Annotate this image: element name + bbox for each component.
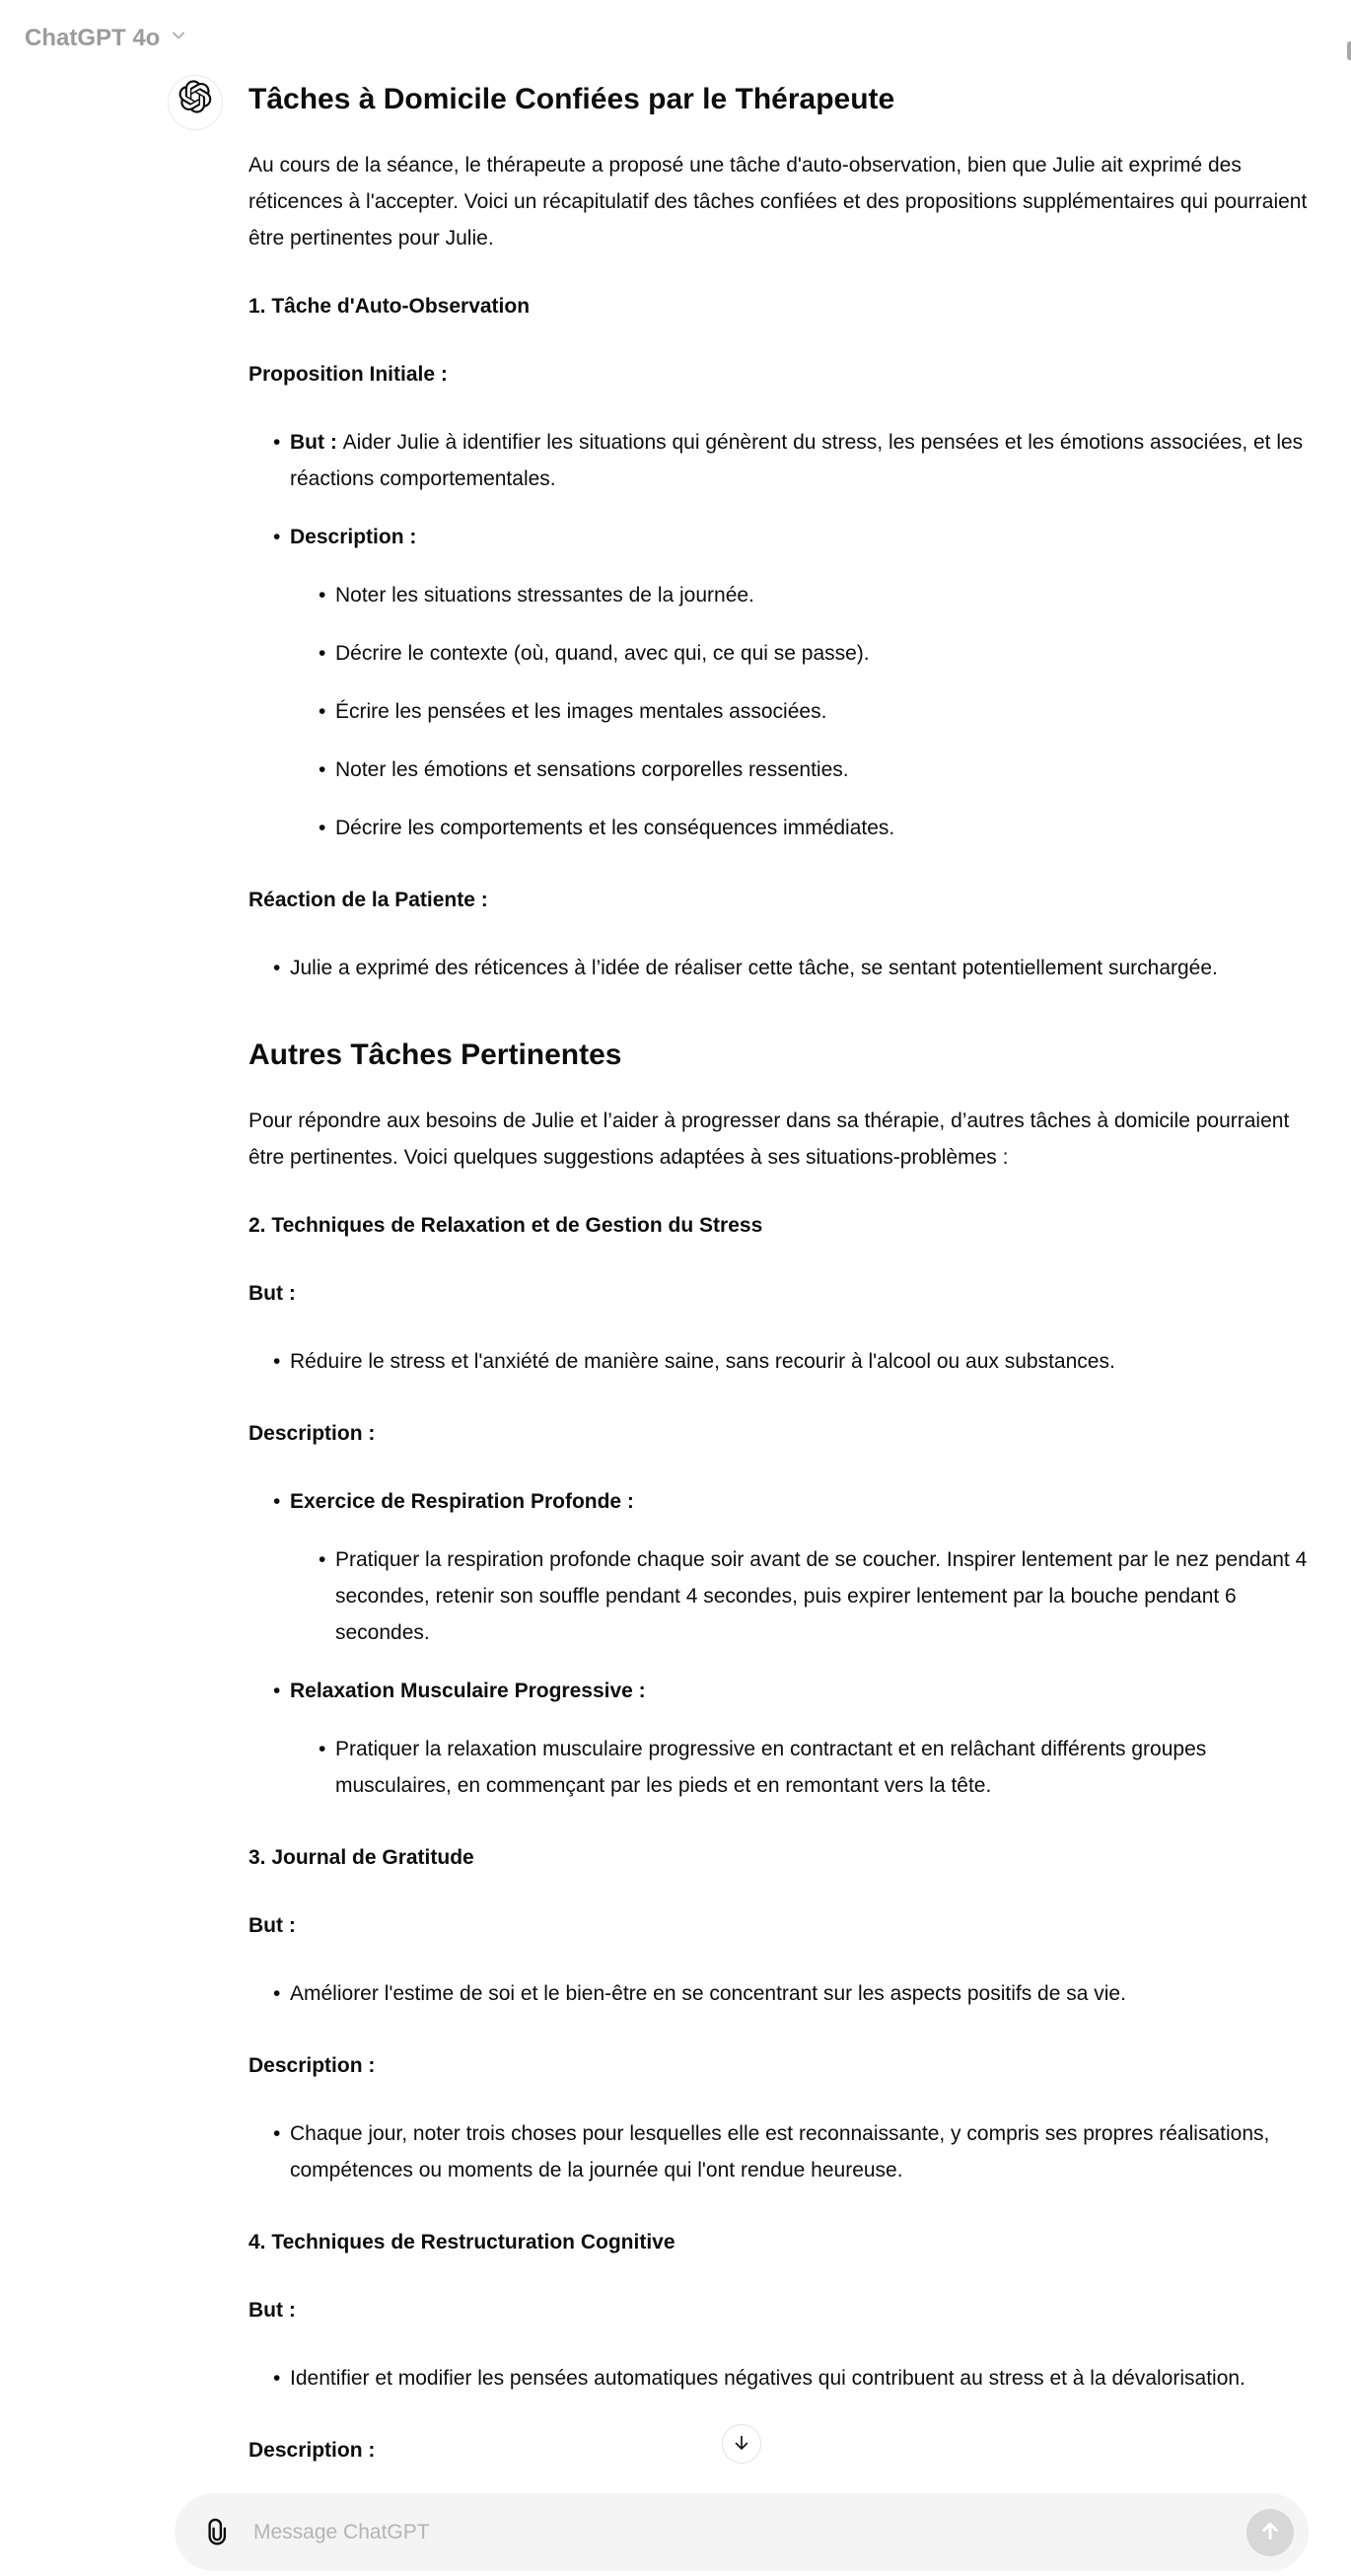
other-tasks-intro: Pour répondre aux besoins de Julie et l’aider à progresser dans sa thérapie, d’autres tâches à domicile pourraient être pertinentes. Voici quelques suggestions adaptées à ses situations-problèmes : [249,1109,1290,1169]
composer [175,2493,1309,2571]
muscle-relaxation-label: Relaxation Musculaire Progressive : [290,1680,646,1702]
observation-sublist [290,577,1314,846]
attach-file-button[interactable] [198,2514,236,2551]
section2-but-list [249,1343,1314,1380]
but-heading: But : [249,1282,296,1305]
send-button[interactable] [1246,2509,1294,2556]
list-item [290,1673,1314,1804]
section3-heading: 3. Journal de Gratitude [249,1846,474,1869]
model-selector[interactable] [25,20,188,56]
assistant-message [168,75,1314,2469]
but-text: Aider Julie à identifier les situations qui génèrent du stress, les pensées et les émotions associées, et les réactions comportementales. [290,431,1304,490]
list-item: • Pratiquer la relaxation musculaire progressive en contractant et en relâchant différents groupes musculaires, en commençant par les pieds et en remontant vers la tête. [335,1731,1314,1804]
reaction-list [249,950,1314,986]
model-selector-label: ChatGPT 4o [25,25,161,51]
breathing-exercise-label: Exercice de Respiration Profonde : [290,1490,634,1513]
intro-paragraph: Au cours de la séance, le thérapeute a proposé une tâche d'auto-observation, bien que Julie ait exprimé des réticences à l'accepter. Voici un récapitulatif des tâches confiées et des propositions supplémentaires qui pourraient être pertinentes pour Julie. [249,154,1308,250]
list-item: • Chaque jour, noter trois choses pour lesquelles elle est reconnaissante, y compris ses propres réalisations, compétences ou moments de la journée qui l'ont rendue heureuse. [290,2115,1314,2188]
list-item: • Réduire le stress et l'anxiété de manière saine, sans recourir à l'alcool ou aux substances. [290,1343,1314,1380]
muscle-relaxation-sublist [290,1731,1314,1804]
arrow-up-icon [1257,2518,1283,2546]
section3-but-list [249,1975,1314,2012]
list-item [290,424,1314,497]
list-item: • Améliorer l'estime de soi et le bien-être en se concentrant sur les aspects positifs de sa vie. [290,1975,1314,2012]
section3-desc-list [249,2115,1314,2188]
list-item: • Pratiquer la respiration profonde chaque soir avant de se coucher. Inspirer lentement par le nez pendant 4 secondes, retenir son souffle pendant 4 secondes, puis expirer lentement par la bouche pendant 6 secondes. [335,1541,1314,1651]
list-item: • Identifier et modifier les pensées automatiques négatives qui contribuent au stress et à la dévalorisation. [290,2360,1314,2397]
message-title: Tâches à Domicile Confiées par le Thérapeute [249,83,895,115]
list-item [290,519,1314,846]
list-item: • Noter les émotions et sensations corporelles ressenties. [335,751,1314,788]
list-item [290,1483,1314,1651]
description-heading-clipped: Description : [249,2439,376,2462]
but-heading: But : [249,2299,296,2322]
list-item: • Écrire les pensées et les images mentales associées. [335,693,1314,730]
list-item: • Julie a exprimé des réticences à l’idée de réaliser cette tâche, se sentant potentiellement surchargée. [290,950,1314,986]
section2-desc-list [249,1483,1314,1804]
scroll-to-bottom-button[interactable] [722,2424,761,2464]
but-heading: But : [249,1914,296,1937]
chevron-down-icon [169,20,188,56]
avatar [168,75,223,130]
description-heading: Description : [249,2054,376,2077]
breathing-sublist [290,1541,1314,1651]
section4-but-list [249,2360,1314,2397]
but-label: But : [290,431,343,454]
reaction-heading: Réaction de la Patiente : [249,889,488,911]
message-input[interactable] [251,2520,1246,2545]
other-tasks-heading: Autres Tâches Pertinentes [249,1038,622,1071]
description-label: Description : [290,526,417,548]
assistant-message-body [249,75,1314,2469]
paperclip-icon [202,2516,232,2548]
openai-logo-icon [178,80,212,125]
list-item: • Noter les situations stressantes de la journée. [335,577,1314,613]
section1-list [249,424,1314,846]
section1-subheading: Proposition Initiale : [249,363,448,386]
list-item: • Décrire les comportements et les conséquences immédiates. [335,810,1314,846]
section4-heading: 4. Techniques de Restructuration Cognitive [249,2231,676,2254]
section1-heading: 1. Tâche d'Auto-Observation [249,295,531,318]
arrow-down-icon [731,2432,752,2457]
description-heading: Description : [249,1422,376,1445]
section2-heading: 2. Techniques de Relaxation et de Gestion du Stress [249,1214,763,1237]
list-item: • Décrire le contexte (où, quand, avec qui, ce qui se passe). [335,635,1314,672]
scrollbar-thumb[interactable] [1347,41,1351,60]
